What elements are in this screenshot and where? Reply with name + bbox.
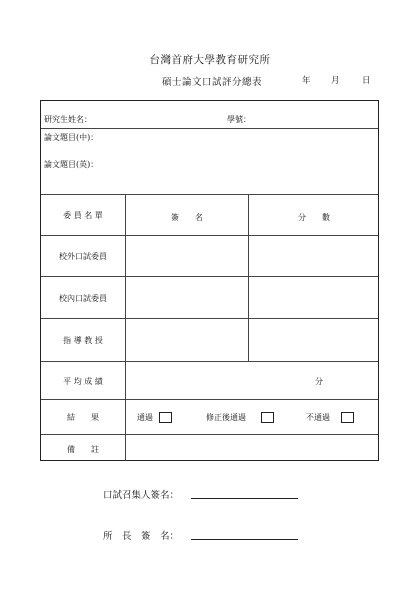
divider bbox=[41, 276, 378, 277]
pass-checkbox[interactable] bbox=[159, 412, 172, 423]
student-name-label: 研究生姓名： bbox=[44, 115, 92, 124]
internal-member-label: 校內口試委員 bbox=[59, 294, 107, 303]
remarks-label: 備 註 bbox=[67, 445, 99, 454]
result-pass-label: 通過 bbox=[137, 413, 153, 422]
average-score-unit: 分 bbox=[315, 377, 323, 386]
result-label: 結 果 bbox=[67, 413, 99, 422]
student-id-label: 學號： bbox=[227, 115, 251, 124]
result-fail-label: 不通過 bbox=[306, 413, 330, 422]
director-signature-label: 所 長 簽 名： bbox=[103, 531, 180, 542]
result-pass-after-revision-label: 修正後通過 bbox=[206, 413, 246, 422]
convener-signature-label: 口試召集人簽名： bbox=[103, 490, 180, 501]
institution-title: 台灣首府大學教育研究所 bbox=[149, 54, 271, 66]
form-title: 碩士論文口試評分總表 bbox=[162, 77, 263, 88]
divider bbox=[41, 434, 378, 435]
thesis-title-en-label: 論文題目(英)： bbox=[44, 160, 99, 169]
divider bbox=[41, 194, 378, 195]
advisor-label: 指 導 教 授 bbox=[63, 336, 103, 345]
evaluation-form-table bbox=[40, 100, 379, 461]
score-header: 分 數 bbox=[298, 213, 330, 222]
convener-signature-line[interactable] bbox=[191, 498, 298, 499]
date-day-label: 日 bbox=[362, 76, 371, 86]
committee-header: 委 員 名 單 bbox=[63, 211, 103, 220]
divider bbox=[41, 235, 378, 236]
fail-checkbox[interactable] bbox=[341, 412, 354, 423]
divider bbox=[41, 361, 378, 362]
divider bbox=[41, 399, 378, 400]
thesis-title-zh-label: 論文題目(中)： bbox=[44, 133, 99, 142]
director-signature-line[interactable] bbox=[191, 539, 298, 540]
column-divider bbox=[125, 194, 126, 461]
date-month-label: 月 bbox=[331, 76, 340, 86]
divider bbox=[41, 128, 378, 129]
divider bbox=[41, 318, 378, 319]
signature-header: 簽 名 bbox=[171, 213, 203, 222]
external-member-label: 校外口試委員 bbox=[59, 252, 107, 261]
pass-after-revision-checkbox[interactable] bbox=[261, 412, 274, 423]
average-score-label: 平 均 成 績 bbox=[63, 377, 103, 386]
date-year-label: 年 bbox=[302, 76, 311, 86]
